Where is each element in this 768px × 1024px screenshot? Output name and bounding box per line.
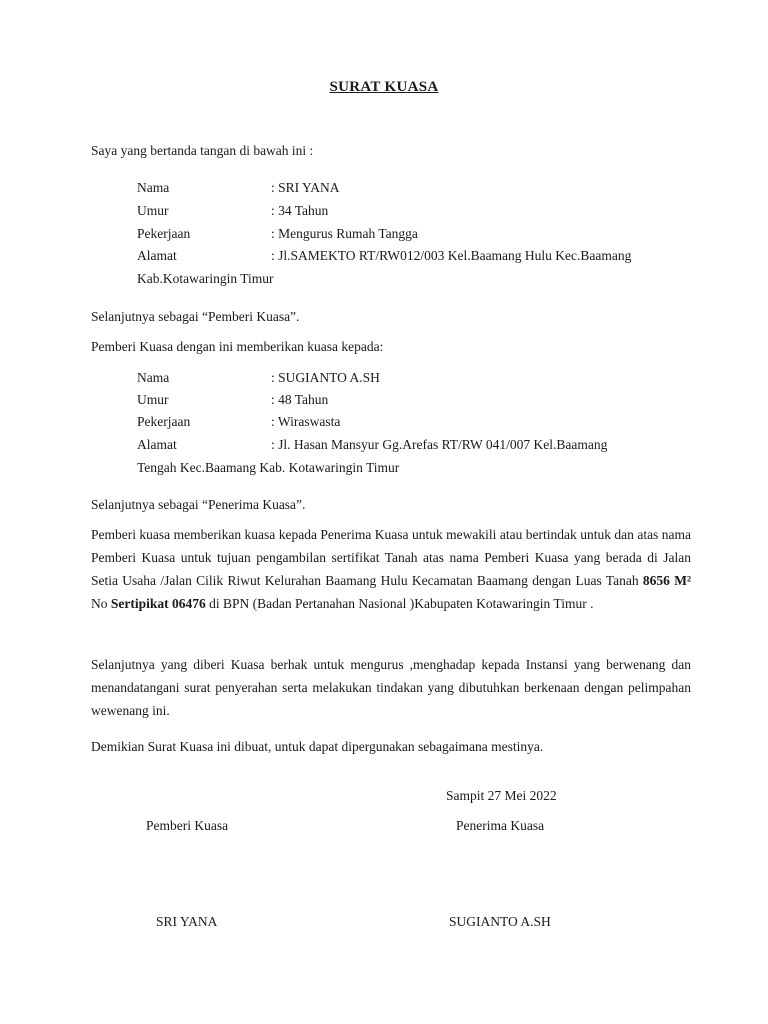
- body-text-part: di BPN (Badan Pertanahan Nasional )Kabupaten Kotawaringin Timur .: [205, 596, 594, 611]
- land-area-value: 8656 M²: [642, 573, 691, 588]
- certificate-number: Sertipikat 06476: [110, 596, 206, 611]
- body-text-part: No: [91, 596, 111, 611]
- penerima-designation: Selanjutnya sebagai “Penerima Kuasa”.: [91, 497, 306, 512]
- pemberi-address-label: Alamat: [137, 248, 177, 263]
- pemberi-address-continuation: Kab.Kotawaringin Timur: [137, 271, 274, 286]
- penerima-signature-name: SUGIANTO A.SH: [449, 914, 551, 929]
- penerima-job-label: Pekerjaan: [137, 414, 191, 429]
- pemberi-address-value: : Jl.SAMEKTO RT/RW012/003 Kel.Baamang Hulu Kec.Baamang: [271, 248, 632, 263]
- penerima-address-label: Alamat: [137, 437, 177, 452]
- pemberi-job-value: : Mengurus Rumah Tangga: [271, 226, 418, 241]
- closing-statement: Demikian Surat Kuasa ini dibuat, untuk dapat dipergunakan sebagaimana mestinya.: [91, 739, 544, 754]
- penerima-name-value: : SUGIANTO A.SH: [271, 370, 380, 385]
- pemberi-job-label: Pekerjaan: [137, 226, 191, 241]
- penerima-job-value: : Wiraswasta: [271, 414, 341, 429]
- document-title: SURAT KUASA: [329, 79, 439, 95]
- penerima-signature-label: Penerima Kuasa: [456, 818, 545, 833]
- penerima-address-value: : Jl. Hasan Mansyur Gg.Arefas RT/RW 041/007 Kel.Baamang: [271, 437, 608, 452]
- body-paragraph-authorization: [91, 523, 691, 615]
- pemberi-designation: Selanjutnya sebagai “Pemberi Kuasa”.: [91, 309, 300, 324]
- pemberi-signature-name: SRI YANA: [156, 914, 218, 929]
- grant-statement: Pemberi Kuasa dengan ini memberikan kuasa kepada:: [91, 339, 384, 354]
- penerima-age-value: : 48 Tahun: [271, 392, 329, 407]
- penerima-address-continuation: Tengah Kec.Baamang Kab. Kotawaringin Timur: [137, 460, 400, 475]
- body-text-part: Pemberi kuasa memberikan kuasa kepada Penerima Kuasa untuk mewakili atau bertindak untuk dan atas nama Pemberi Kuasa untuk tujuan pengambilan sertifikat Tanah atas nama Pemberi Kuasa yang berada di Jalan Setia Usaha /Jalan Cilik Riwut Kelurahan Baamang Hulu Kecamatan Baamang dengan Luas Tanah: [91, 527, 691, 588]
- body-paragraph-rights: Selanjutnya yang diberi Kuasa berhak untuk mengurus ,menghadap kepada Instansi yang berwenang dan menandatangani surat penyerahan serta melakukan tindakan yang dibutuhkan berkenaan dengan pelimpahan wewenang ini.: [91, 657, 691, 718]
- intro-text: Saya yang bertanda tangan di bawah ini :: [91, 143, 314, 158]
- pemberi-signature-label: Pemberi Kuasa: [146, 818, 229, 833]
- pemberi-age-value: : 34 Tahun: [271, 203, 329, 218]
- pemberi-name-label: Nama: [137, 180, 170, 195]
- place-date: Sampit 27 Mei 2022: [446, 788, 557, 803]
- penerima-age-label: Umur: [137, 392, 169, 407]
- pemberi-age-label: Umur: [137, 203, 169, 218]
- pemberi-name-value: : SRI YANA: [271, 180, 340, 195]
- penerima-name-label: Nama: [137, 370, 170, 385]
